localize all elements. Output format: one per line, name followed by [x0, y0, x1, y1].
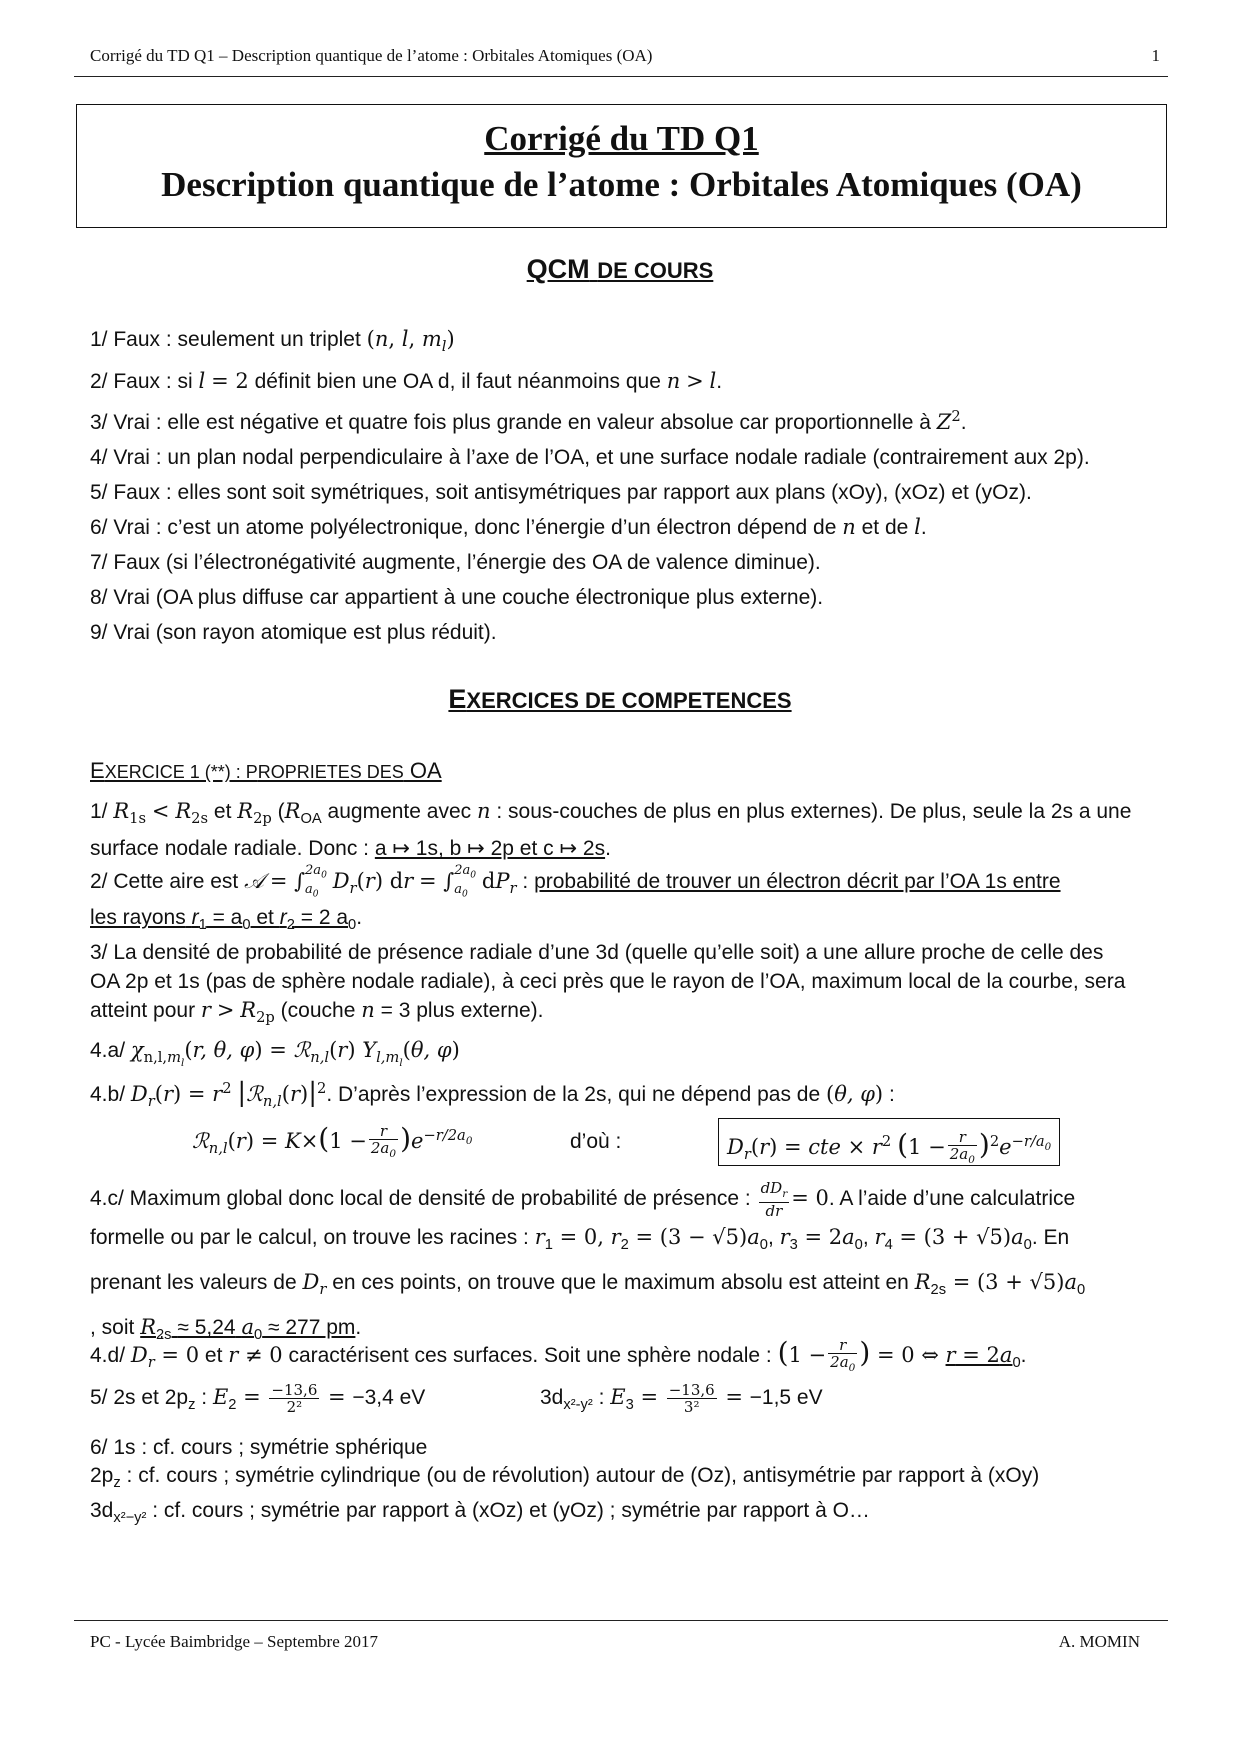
qcm-answer-3: 3/ Vrai : elle est négative et quatre fois plus grande en valeur absolue car proportionnelle à $Z^2$.	[90, 408, 967, 435]
qcm-heading-big: QCM	[526, 254, 590, 284]
exercise-1-q3: 3/ La densité de probabilité de présence radiale d’une 3d (quelle qu’elle soit) a une allure proche de celle des OA 2p et 1s (pas de sphère nodale radiale), à ceci près que le rayon de l’OA, maximum local de la courbe, sera atteint pour $r > R_{2p}$ (couche n = 3 plus externe).	[90, 941, 1126, 1027]
exercise-1-q4a: 4.a/ $\chi_{n,l,m_l}(r$, θ, φ) = ℛ$_{n,l}$(r) $Y_{l,m_l}(\theta$, φ)	[90, 1038, 460, 1070]
doc-title: Corrigé du TD Q1	[484, 119, 759, 158]
exercise-1-q4c: 4.c/ Maximum global donc local de densité de probabilité de présence : $\frac{dD_r}{dr}$ = 0. A l’aide d’une calculatrice formelle ou par le calcul, on trouve les racines : $r_1 = 0$, $r_2 = (3 - √5)a_0$, $r_3 = 2a_0$, $r_4 = (3 + √5)a_0$. En prenant les valeurs de $D_r$ en ces points, on trouve que le maximum absolu est atteint en $R_{2s} = (3 + √5)a_0$ , soit $R_{2s} \approx 5,24$ $a_0 \approx 277$ pm.	[90, 1179, 1086, 1344]
footer-right: A. MOMIN	[1058, 1632, 1140, 1651]
exercices-heading-initial: E	[448, 684, 467, 714]
exercise-1-q6	[90, 1434, 1039, 1532]
footer-rule	[74, 1620, 1168, 1621]
running-header	[90, 46, 1160, 72]
exercise-1-q5-2s: 5/ 2s et $2p_z$ : $E_2$ = $\frac{-13,6}{\text{2²}}$ = −3,4 eV	[90, 1381, 426, 1416]
q6-line-2: $2p_z$ : cf. cours ; symétrie cylindrique (ou de révolution) autour de (Oz), antisymétrie par rapport à (xOy)	[90, 1464, 1040, 1492]
donc-label: d’où :	[570, 1130, 622, 1153]
qcm-answer-5: 5/ Faux : elles sont soit symétriques, soit antisymétriques par rapport aux plans (xOy), (xOz) et (yOz).	[90, 481, 1032, 505]
q6-line-3: $3d_{x^2-y^2}$ : cf. cours ; symétrie par rapport à (xOz) et (yOz) ; symétrie par rapport à O…	[90, 1499, 870, 1527]
qcm-answer-9: 9/ Vrai (son rayon atomique est plus réduit).	[90, 621, 497, 645]
exercise-1-q4b: 4.b/ $D_r(r) = r^2$ $|ℛ_{n,l}(r)|^2$. D’après l’expression de la 2s, qui ne dépend pas de (θ, φ) :	[90, 1078, 895, 1111]
doc-subtitle: Description quantique de l’atome : Orbitales Atomiques (OA)	[161, 165, 1082, 204]
qcm-answers	[90, 322, 1090, 650]
qcm-answer-8: 8/ Vrai (OA plus diffuse car appartient à une couche électronique plus externe).	[90, 586, 824, 610]
footer-left: PC - Lycée Baimbridge – Septembre 2017	[90, 1632, 378, 1651]
exercices-heading-rest: XERCICES DE COMPETENCES	[466, 688, 792, 713]
qcm-answer-1: 1/ Faux : seulement un triplet (n, l, $m_l$)	[90, 327, 455, 356]
running-title: Corrigé du TD Q1 – Description quantique de l’atome : Orbitales Atomiques (OA)	[90, 46, 653, 65]
exercise-1-q4d: 4.d/ $D_r = 0$ et r ≠ 0 caractérisent ces surfaces. Soit une sphère nodale : (1 − $\frac{r}{2a_0}$ ) = 0 ⇔ $r = 2a_0$.	[90, 1335, 1027, 1374]
exercise-1-q5-3d: $3d_{x^2-y^2}$ : $E_3$ = $\frac{-13,6}{\text{3²}}$ = −1,5 eV	[540, 1381, 823, 1416]
title-box	[76, 104, 1167, 228]
header-rule	[74, 76, 1168, 77]
exercices-heading	[0, 684, 1240, 715]
qcm-answer-7: 7/ Faux (si l’électronégativité augmente, l’énergie des OA de valence diminue).	[90, 551, 821, 575]
qcm-answer-2: 2/ Faux : si l = 2 définit bien une OA d, il faut néanmoins que n > l.	[90, 369, 723, 394]
qcm-answer-4: 4/ Vrai : un plan nodal perpendiculaire à l’axe de l’OA, et une surface nodale radiale (contrairement aux 2p).	[90, 446, 1090, 470]
footer	[90, 1632, 1140, 1652]
qcm-heading	[0, 254, 1240, 285]
exercise-1-q2: 2/ Cette aire est 𝒜 = $\int 2a_0$ $a_0$ $D_r(r)$ dr = $\int 2a_0$ $a_0$ $dP_r$ : probabilité de trouver un électron décrit par l’OA 1s entre les rayons $r_1 = a_0$ et $r_2 = 2$ $a_0$.	[90, 863, 1061, 934]
page-number: 1	[1151, 46, 1160, 65]
q1-answer: a ↦ 1s, b ↦ 2p et c ↦ 2s	[374, 837, 606, 861]
exercise-1-q1: 1/ $R_{1s} < R_{2s}$ et $R_{2p}$ ($R_{OA}$ augmente avec n : sous-couches de plus en plus externes). De plus, seule la 2s a une surface nodale radiale. Donc : a ↦ 1s, b ↦ 2p et c ↦ 2s.	[90, 799, 1132, 861]
exercise-1-title: EXERCICE 1 (**) : PROPRIETES DES OA	[90, 758, 442, 783]
boxed-density-formula: $D_r(r)$ = cte × $r^2$ (1 − $\frac{r}{2a_0}$ )$^2e^{-r/a_0}$	[718, 1118, 1060, 1166]
q6-line-1: 6/ 1s : cf. cours ; symétrie sphérique	[90, 1436, 428, 1459]
qcm-heading-small: DE COURS	[597, 258, 714, 283]
qcm-answer-6: 6/ Vrai : c’est un atome polyélectronique, donc l’énergie d’un électron dépend de n et de l.	[90, 515, 927, 540]
radial-function-2s: ℛ$_{n,l}$(r) = K×(1 − $\frac{r}{2a_0}$ )$e^{-r/2a_0}$	[192, 1121, 473, 1160]
